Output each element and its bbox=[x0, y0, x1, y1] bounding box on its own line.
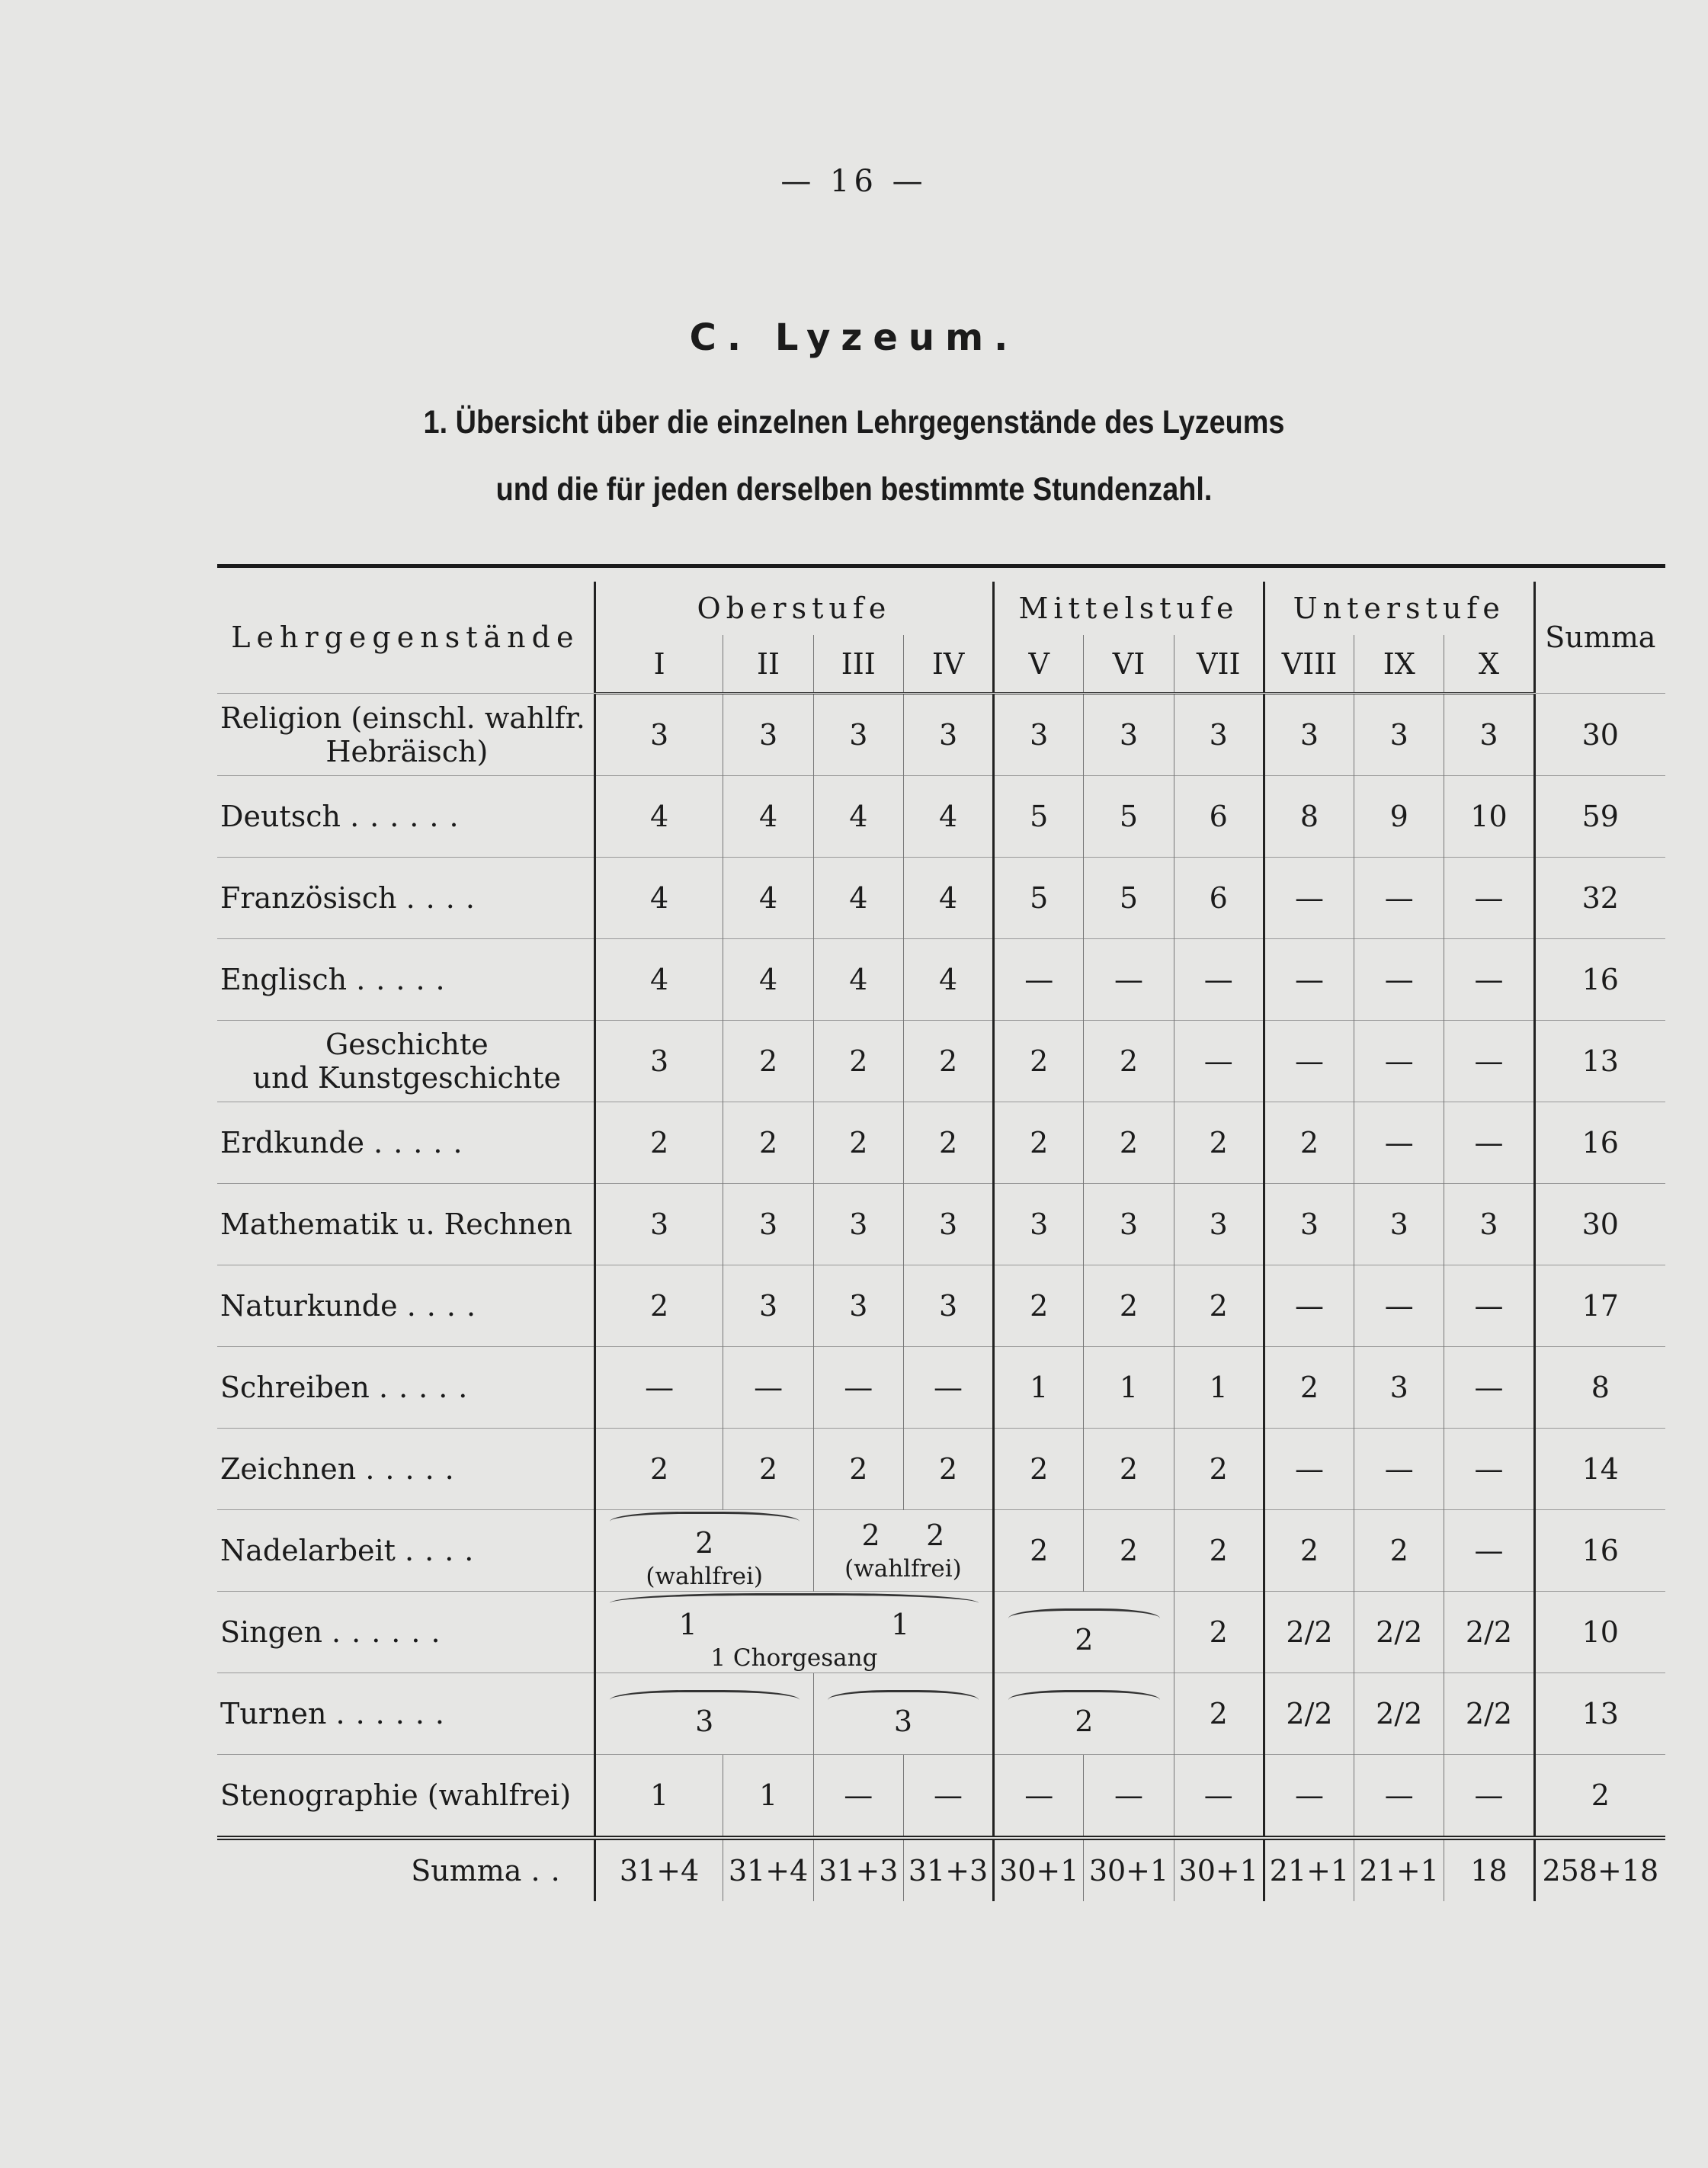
cell: 2 bbox=[903, 1429, 993, 1510]
header-subject: Lehrgegenstände bbox=[217, 582, 594, 694]
cell: — bbox=[1444, 1265, 1534, 1347]
summa-cell: 21+1 bbox=[1354, 1838, 1444, 1901]
sum-cell: 16 bbox=[1534, 1510, 1665, 1592]
cell: 2/2 bbox=[1444, 1673, 1534, 1755]
cell: 4 bbox=[723, 776, 813, 858]
cell: 3 bbox=[723, 694, 813, 776]
table-row bbox=[217, 1755, 1665, 1839]
summa-cell: 31+3 bbox=[903, 1838, 993, 1901]
cell: 2 bbox=[994, 1102, 1084, 1184]
table-row bbox=[217, 1184, 1665, 1265]
cell: 2 bbox=[594, 1429, 723, 1510]
cell: 2/2 bbox=[1264, 1673, 1354, 1755]
cell: — bbox=[1264, 1755, 1354, 1839]
cell: — bbox=[1444, 1755, 1534, 1839]
section-title: C. Lyzeum. bbox=[689, 316, 1019, 359]
table-row bbox=[217, 1510, 1665, 1592]
header-class: II bbox=[723, 635, 813, 694]
header-class: VI bbox=[1084, 635, 1174, 694]
cell: 3 bbox=[594, 694, 723, 776]
subject-label: Erdkunde ..... bbox=[217, 1102, 594, 1184]
table-row bbox=[217, 858, 1665, 939]
cell: 2 bbox=[1174, 1265, 1264, 1347]
cell: — bbox=[1444, 1102, 1534, 1184]
subject-label: Naturkunde .... bbox=[217, 1265, 594, 1347]
sum-cell: 14 bbox=[1534, 1429, 1665, 1510]
cell: 2 bbox=[994, 1021, 1084, 1102]
header-class: IV bbox=[903, 635, 993, 694]
cell: — bbox=[1354, 1265, 1444, 1347]
summa-cell: 31+3 bbox=[813, 1838, 903, 1901]
cell: 1 bbox=[594, 1755, 723, 1839]
cell: 3 bbox=[1174, 694, 1264, 776]
cell: 2 bbox=[1084, 1265, 1174, 1347]
sum-cell: 30 bbox=[1534, 1184, 1665, 1265]
header-class: IX bbox=[1354, 635, 1444, 694]
cell: 4 bbox=[594, 939, 723, 1021]
brace bbox=[610, 1690, 800, 1700]
cell: 2 bbox=[994, 1510, 1084, 1592]
cell: 2 bbox=[723, 1021, 813, 1102]
cell: 2 bbox=[903, 1021, 993, 1102]
header-class: V bbox=[994, 635, 1084, 694]
subject-label: Zeichnen ..... bbox=[217, 1429, 594, 1510]
cell: — bbox=[994, 1755, 1084, 1839]
cell: 10 bbox=[1444, 776, 1534, 858]
cell: 3 bbox=[1264, 1184, 1354, 1265]
cell: 2 bbox=[1174, 1429, 1264, 1510]
cell-group: 3 bbox=[594, 1673, 813, 1755]
cell: 1 bbox=[1174, 1347, 1264, 1429]
cell: 3 bbox=[1354, 1184, 1444, 1265]
cell: 3 bbox=[723, 1184, 813, 1265]
cell: 2 bbox=[1084, 1429, 1174, 1510]
summa-label: Summa .. bbox=[217, 1838, 594, 1901]
sum-cell: 32 bbox=[1534, 858, 1665, 939]
cell: — bbox=[1444, 1021, 1534, 1102]
subject-label: Religion (einschl. wahlfr. Hebräisch) bbox=[217, 694, 594, 776]
cell: — bbox=[813, 1347, 903, 1429]
header-mittelstufe: Mittelstufe bbox=[994, 582, 1264, 635]
cell: 2 bbox=[1084, 1102, 1174, 1184]
cell: 1 bbox=[1084, 1347, 1174, 1429]
cell: 3 bbox=[1264, 694, 1354, 776]
table-row bbox=[217, 1021, 1665, 1102]
table-row bbox=[217, 1673, 1665, 1755]
cell: 3 bbox=[903, 1184, 993, 1265]
brace bbox=[610, 1512, 800, 1522]
cell: 3 bbox=[813, 1265, 903, 1347]
table-row bbox=[217, 1102, 1665, 1184]
cell: — bbox=[1444, 858, 1534, 939]
cell: 2 bbox=[1264, 1510, 1354, 1592]
header-summa: Summa bbox=[1545, 621, 1656, 654]
top-rule bbox=[217, 564, 1665, 568]
cell: 4 bbox=[723, 939, 813, 1021]
subject-label: Schreiben ..... bbox=[217, 1347, 594, 1429]
cell: 4 bbox=[723, 858, 813, 939]
cell: — bbox=[1264, 1021, 1354, 1102]
cell: — bbox=[1354, 1102, 1444, 1184]
page-number: — 16 — bbox=[780, 164, 928, 199]
cell: 2 bbox=[1264, 1102, 1354, 1184]
table-row bbox=[217, 939, 1665, 1021]
summa-cell: 21+1 bbox=[1264, 1838, 1354, 1901]
cell: 3 bbox=[594, 1021, 723, 1102]
cell: 2 bbox=[903, 1102, 993, 1184]
cell: — bbox=[1084, 1755, 1174, 1839]
cell-group: 3 bbox=[813, 1673, 993, 1755]
subject-label: Deutsch ...... bbox=[217, 776, 594, 858]
sum-cell: 16 bbox=[1534, 939, 1665, 1021]
cell: 2 bbox=[1174, 1673, 1264, 1755]
subject-label: Französisch .... bbox=[217, 858, 594, 939]
subject-label: Mathematik u. Rechnen bbox=[217, 1184, 594, 1265]
sum-cell: 59 bbox=[1534, 776, 1665, 858]
cell: 2 bbox=[994, 1265, 1084, 1347]
cell: 6 bbox=[1174, 858, 1264, 939]
cell: — bbox=[1264, 1429, 1354, 1510]
cell-group: 2 2 (wahlfrei) bbox=[813, 1510, 993, 1592]
cell: — bbox=[903, 1755, 993, 1839]
cell: — bbox=[994, 939, 1084, 1021]
subtitle-line-1: 1. Übersicht über die einzelnen Lehrgegenstände des Lyzeums bbox=[423, 404, 1285, 441]
cell-group: 2 (wahlfrei) bbox=[594, 1510, 813, 1592]
cell: — bbox=[1444, 1429, 1534, 1510]
cell: 2 bbox=[1174, 1510, 1264, 1592]
cell: — bbox=[1174, 1755, 1264, 1839]
cell: — bbox=[1264, 1265, 1354, 1347]
cell: 3 bbox=[723, 1265, 813, 1347]
cell: — bbox=[1354, 1755, 1444, 1839]
header-oberstufe: Oberstufe bbox=[594, 582, 993, 635]
cell: 3 bbox=[1354, 694, 1444, 776]
cell: 2/2 bbox=[1264, 1592, 1354, 1673]
brace bbox=[610, 1593, 979, 1603]
brace bbox=[828, 1690, 979, 1700]
cell: 4 bbox=[813, 939, 903, 1021]
cell: 4 bbox=[813, 858, 903, 939]
cell: 5 bbox=[1084, 776, 1174, 858]
cell: 9 bbox=[1354, 776, 1444, 858]
cell: — bbox=[1354, 1429, 1444, 1510]
summa-cell: 31+4 bbox=[594, 1838, 723, 1901]
cell: 4 bbox=[594, 776, 723, 858]
header-unterstufe: Unterstufe bbox=[1264, 582, 1534, 635]
brace bbox=[1008, 1690, 1159, 1700]
cell: 1 bbox=[994, 1347, 1084, 1429]
table-row bbox=[217, 1265, 1665, 1347]
sum-cell: 13 bbox=[1534, 1021, 1665, 1102]
sum-cell: 8 bbox=[1534, 1347, 1665, 1429]
cell: 3 bbox=[903, 1265, 993, 1347]
cell: 3 bbox=[594, 1184, 723, 1265]
summa-cell: 30+1 bbox=[994, 1838, 1084, 1901]
cell: 5 bbox=[1084, 858, 1174, 939]
subject-label: Turnen ...... bbox=[217, 1673, 594, 1755]
cell: 4 bbox=[594, 858, 723, 939]
cell: 1 bbox=[723, 1755, 813, 1839]
subject-label: Nadelarbeit .... bbox=[217, 1510, 594, 1592]
cell: 4 bbox=[903, 939, 993, 1021]
cell: 2 bbox=[813, 1021, 903, 1102]
subtitle-line-2: und die für jeden derselben bestimmte Stundenzahl. bbox=[495, 471, 1213, 508]
sum-cell: 30 bbox=[1534, 694, 1665, 776]
cell: — bbox=[1444, 1510, 1534, 1592]
cell: 2 bbox=[594, 1265, 723, 1347]
cell: 4 bbox=[903, 858, 993, 939]
table-row bbox=[217, 1592, 1665, 1673]
cell: — bbox=[813, 1755, 903, 1839]
cell: 2/2 bbox=[1354, 1673, 1444, 1755]
brace bbox=[1008, 1608, 1159, 1618]
cell: 5 bbox=[994, 858, 1084, 939]
cell: — bbox=[1444, 1347, 1534, 1429]
cell-group: 2 bbox=[994, 1673, 1174, 1755]
cell: 2 bbox=[1174, 1592, 1264, 1673]
header-class: X bbox=[1444, 635, 1534, 694]
cell: — bbox=[1354, 858, 1444, 939]
summa-cell: 31+4 bbox=[723, 1838, 813, 1901]
cell: 2 bbox=[813, 1429, 903, 1510]
sum-cell: 10 bbox=[1534, 1592, 1665, 1673]
subject-label: Singen ...... bbox=[217, 1592, 594, 1673]
cell-group: 2 bbox=[994, 1592, 1174, 1673]
subject-label: Stenographie (wahlfrei) bbox=[217, 1755, 594, 1839]
sum-cell: 2 bbox=[1534, 1755, 1665, 1839]
cell-group: 1 1 1 Chorgesang bbox=[594, 1592, 993, 1673]
cell: 3 bbox=[813, 694, 903, 776]
cell: 3 bbox=[1444, 694, 1534, 776]
table-row bbox=[217, 776, 1665, 858]
cell: — bbox=[1264, 939, 1354, 1021]
summa-cell: 18 bbox=[1444, 1838, 1534, 1901]
cell: 2 bbox=[813, 1102, 903, 1184]
table-row bbox=[217, 1347, 1665, 1429]
table-row bbox=[217, 694, 1665, 776]
cell: — bbox=[1084, 939, 1174, 1021]
cell: 3 bbox=[903, 694, 993, 776]
cell: — bbox=[1354, 939, 1444, 1021]
summa-cell: 30+1 bbox=[1084, 1838, 1174, 1901]
cell: 3 bbox=[1444, 1184, 1534, 1265]
cell: 2 bbox=[723, 1102, 813, 1184]
sum-cell: 17 bbox=[1534, 1265, 1665, 1347]
cell: 2 bbox=[1084, 1021, 1174, 1102]
cell: 3 bbox=[1174, 1184, 1264, 1265]
cell: 2/2 bbox=[1444, 1592, 1534, 1673]
cell: 5 bbox=[994, 776, 1084, 858]
cell: 3 bbox=[813, 1184, 903, 1265]
cell: 6 bbox=[1174, 776, 1264, 858]
header-class: VII bbox=[1174, 635, 1264, 694]
cell: 2 bbox=[723, 1429, 813, 1510]
summa-row bbox=[217, 1838, 1665, 1901]
cell: 3 bbox=[1084, 1184, 1174, 1265]
sum-cell: 13 bbox=[1534, 1673, 1665, 1755]
header-class: I bbox=[594, 635, 723, 694]
cell: 8 bbox=[1264, 776, 1354, 858]
cell: 3 bbox=[994, 694, 1084, 776]
table-row bbox=[217, 1429, 1665, 1510]
summa-total: 258+18 bbox=[1534, 1838, 1665, 1901]
header-class: VIII bbox=[1264, 635, 1354, 694]
cell: — bbox=[594, 1347, 723, 1429]
subject-label: Geschichte und Kunstgeschichte bbox=[217, 1021, 594, 1102]
cell: — bbox=[1354, 1021, 1444, 1102]
cell: 2 bbox=[1084, 1510, 1174, 1592]
cell: — bbox=[1174, 939, 1264, 1021]
cell: 2/2 bbox=[1354, 1592, 1444, 1673]
cell: — bbox=[1444, 939, 1534, 1021]
cell: — bbox=[723, 1347, 813, 1429]
sum-cell: 16 bbox=[1534, 1102, 1665, 1184]
cell: 3 bbox=[1354, 1347, 1444, 1429]
lesson-table bbox=[217, 564, 1665, 1901]
cell: — bbox=[1264, 858, 1354, 939]
cell: 2 bbox=[1174, 1102, 1264, 1184]
cell: 3 bbox=[1084, 694, 1174, 776]
cell: 3 bbox=[994, 1184, 1084, 1265]
cell: 2 bbox=[1354, 1510, 1444, 1592]
cell: 2 bbox=[594, 1102, 723, 1184]
subject-label: Englisch ..... bbox=[217, 939, 594, 1021]
cell: — bbox=[1174, 1021, 1264, 1102]
header-class: III bbox=[813, 635, 903, 694]
cell: 2 bbox=[1264, 1347, 1354, 1429]
summa-cell: 30+1 bbox=[1174, 1838, 1264, 1901]
cell: — bbox=[903, 1347, 993, 1429]
cell: 2 bbox=[994, 1429, 1084, 1510]
cell: 4 bbox=[903, 776, 993, 858]
cell: 4 bbox=[813, 776, 903, 858]
